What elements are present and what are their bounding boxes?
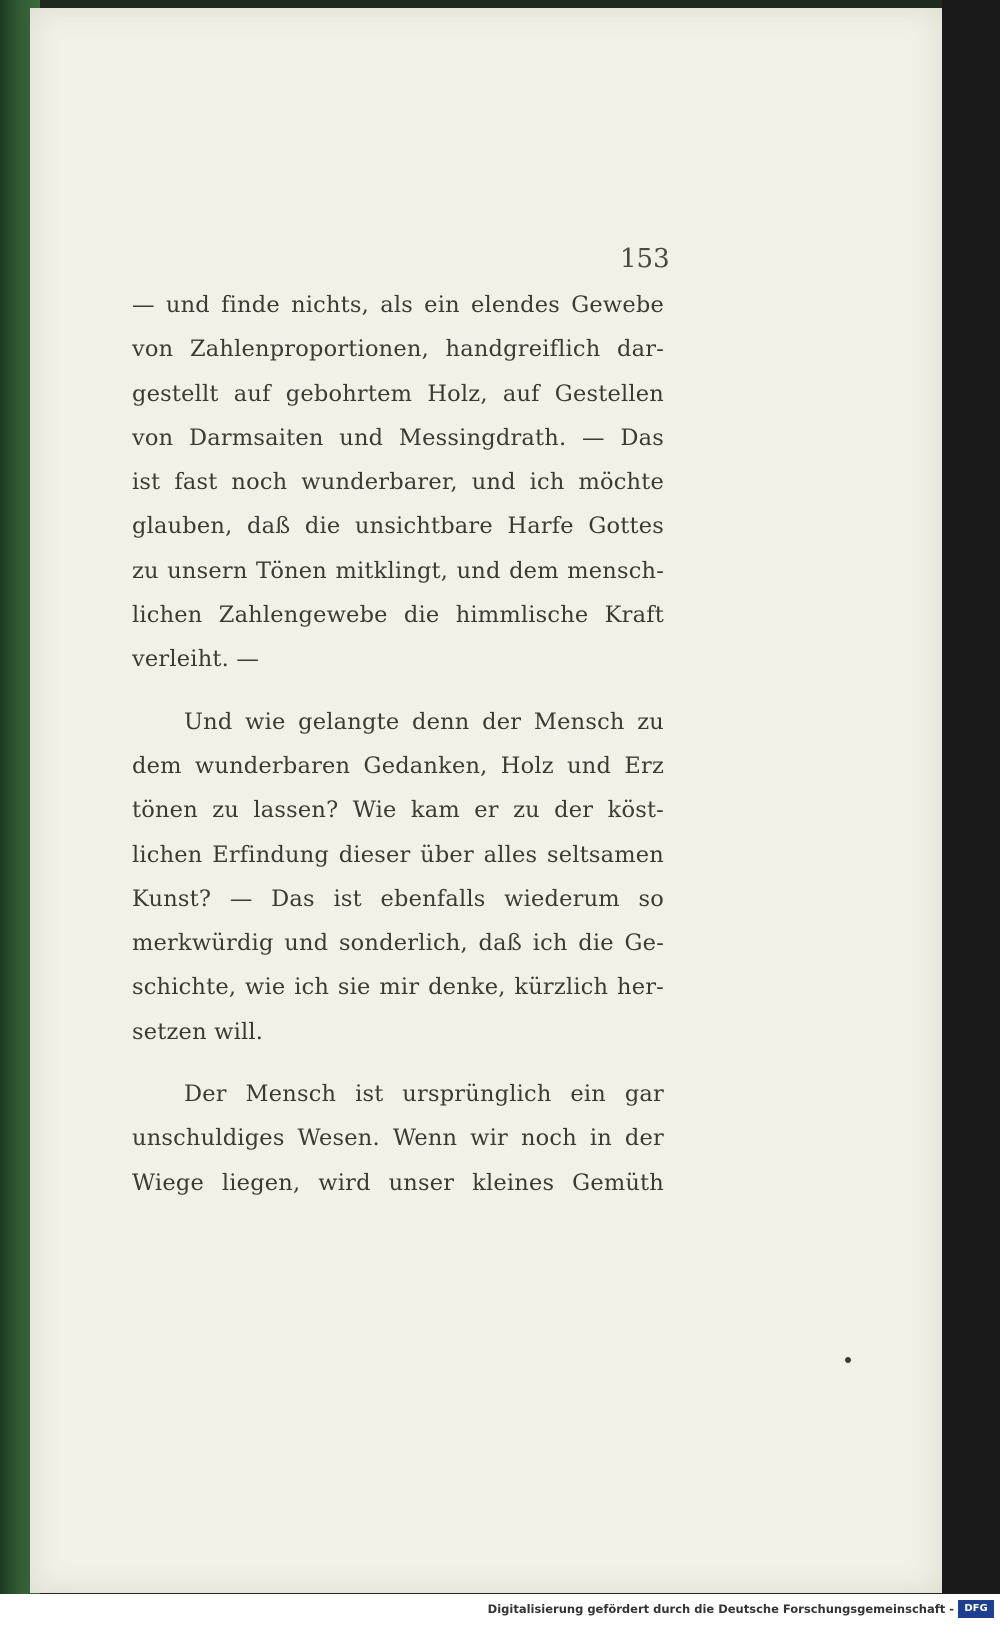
footer-bar xyxy=(0,1594,1000,1626)
text-line: Der Mensch ist ursprünglich ein gar xyxy=(184,1081,664,1108)
text-line: lichen Erfindung dieser über alles seltsamen xyxy=(132,841,664,868)
text-line: verleiht. — xyxy=(132,646,260,673)
text-line: unschuldiges Wesen. Wenn wir noch in der xyxy=(132,1125,664,1152)
dfg-logo: DFG xyxy=(958,1600,994,1618)
text-line: Kunst? — Das ist ebenfalls wiederum so xyxy=(132,885,664,912)
text-line: schichte, wie ich sie mir denke, kürzlich her- xyxy=(132,974,664,1001)
text-line: lichen Zahlengewebe die himmlische Kraft xyxy=(132,602,664,629)
text-line: — und finde nichts, als ein elendes Gewebe xyxy=(132,292,664,318)
page-number: 153 xyxy=(620,244,670,274)
text-line: von Zahlenproportionen, handgreiflich dar- xyxy=(132,336,664,363)
text-line: Und wie gelangte denn der Mensch zu xyxy=(184,708,664,735)
paragraph-gap xyxy=(132,682,664,700)
text-line: gestellt auf gebohrtem Holz, auf Gestellen xyxy=(132,380,664,407)
scan-background-shadow xyxy=(942,0,1000,1594)
body-text xyxy=(132,283,664,1205)
text-line: dem wunderbaren Gedanken, Holz und Erz xyxy=(132,752,664,779)
text-line: merkwürdig und sonderlich, daß ich die Ge- xyxy=(132,930,664,957)
paper-spot xyxy=(845,1357,851,1363)
text-line: ist fast noch wunderbarer, und ich möchte xyxy=(132,469,664,496)
text-line: glauben, daß die unsichtbare Harfe Gottes xyxy=(132,513,664,540)
funding-notice: Digitalisierung gefördert durch die Deutsche Forschungsgemeinschaft - xyxy=(487,1602,954,1616)
paragraph-gap xyxy=(132,1054,664,1072)
text-line: Wiege liegen, wird unser kleines Gemüth xyxy=(132,1169,664,1196)
text-line: setzen will. xyxy=(132,1018,264,1045)
text-line: von Darmsaiten und Messingdrath. — Das xyxy=(132,424,664,451)
text-line: tönen zu lassen? Wie kam er zu der köst- xyxy=(132,797,664,824)
text-line: zu unsern Tönen mitklingt, und dem mensch- xyxy=(132,557,664,584)
